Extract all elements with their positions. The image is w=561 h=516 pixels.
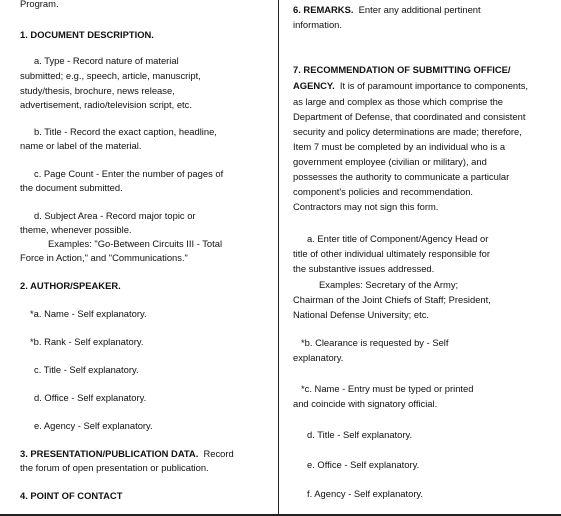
program-text: Program. <box>20 0 59 9</box>
section-7-line2 <box>293 78 528 93</box>
item-7f: f. Agency - Self explanatory. <box>307 488 424 499</box>
section-7-body-1: as large and complex as those which comprise the <box>293 96 504 107</box>
section-6-heading-bold: 6. REMARKS. <box>293 4 354 15</box>
section-6-heading <box>293 2 481 17</box>
item-7a-line2: title of other individual ultimately responsible for <box>293 248 490 259</box>
item-1d-line1: d. Subject Area - Record major topic or <box>34 210 196 221</box>
section-7-body-4: Item 7 must be completed by an individual who is a <box>293 141 506 152</box>
item-7c-line1: *c. Name - Entry must be typed or printed <box>301 383 474 394</box>
item-7a-line6: National Defense University; etc. <box>293 309 429 320</box>
section-7-body-5: government employee (civilian or military), and <box>293 156 487 167</box>
item-1a-line1: a. Type - Record nature of material <box>34 55 179 66</box>
section-7-body-8: Contractors may not sign this form. <box>293 201 439 212</box>
item-7c-line2: and coincide with signatory official. <box>293 398 438 409</box>
item-1a-line4: advertisement, radio/television script, etc. <box>20 99 192 110</box>
author-title-item: c. Title - Self explanatory. <box>34 364 139 375</box>
item-1c-line1: c. Page Count - Enter the number of pages of <box>34 168 224 179</box>
item-1a-line3: study/thesis, brochure, news release, <box>20 85 175 96</box>
section-2-heading: 2. AUTHOR/SPEAKER. <box>20 280 121 291</box>
author-name-item: *a. Name - Self explanatory. <box>30 308 147 319</box>
right-column <box>279 0 561 516</box>
section-3-heading-rest: Record <box>203 448 234 459</box>
section-3-heading <box>20 446 234 461</box>
author-agency-item: e. Agency - Self explanatory. <box>34 420 153 431</box>
item-1c-line2: the document submitted. <box>20 182 123 193</box>
item-7b-line1: *b. Clearance is requested by - Self <box>301 337 449 348</box>
item-7a-examples: Examples: Secretary of the Army; <box>319 279 459 290</box>
section-6-heading-rest: Enter any additional pertinent <box>358 4 481 15</box>
section-7-body-2: Department of Defense, that coordinated and consistent <box>293 111 526 122</box>
item-1b-line2: name or label of the material. <box>20 140 142 151</box>
section-3-heading-bold: 3. PRESENTATION/PUBLICATION DATA. <box>20 448 199 459</box>
section-4-heading: 4. POINT OF CONTACT <box>20 490 123 501</box>
section-7-agency-bold: AGENCY. <box>293 80 335 91</box>
item-7a-line1: a. Enter title of Component/Agency Head or <box>307 233 489 244</box>
section-6-line2: information. <box>293 19 342 30</box>
item-7a-line5: Chairman of the Joint Chiefs of Staff; President, <box>293 294 491 305</box>
section-3-line2: the forum of open presentation or publication. <box>20 462 209 473</box>
section-7-line2-rest: It is of paramount importance to components, <box>339 80 529 91</box>
section-7-body-6: possesses the authority to communicate a particular <box>293 171 510 182</box>
item-7b-line2: explanatory. <box>293 352 344 363</box>
item-1d-line4: Force in Action," and "Communications." <box>20 252 188 263</box>
item-1b-line1: b. Title - Record the exact caption, headline, <box>34 126 217 137</box>
item-1a-line2: submitted; e.g., speech, article, manuscript, <box>20 70 201 81</box>
section-1-heading: 1. DOCUMENT DESCRIPTION. <box>20 29 154 40</box>
section-7-body-3: security and policy determinations are made; therefore, <box>293 126 522 137</box>
author-rank-item: *b. Rank - Self explanatory. <box>30 336 144 347</box>
item-1d-examples: Examples: "Go-Between Circuits III - Total <box>48 238 223 249</box>
item-1d-line2: theme, whenever possible. <box>20 224 132 235</box>
left-column <box>0 0 279 516</box>
item-7e: e. Office - Self explanatory. <box>307 459 420 470</box>
item-7a-line3: the substantive issues addressed. <box>293 263 435 274</box>
author-office-item: d. Office - Self explanatory. <box>34 392 147 403</box>
section-7-heading: 7. RECOMMENDATION OF SUBMITTING OFFICE/ <box>293 64 511 75</box>
item-7d: d. Title - Self explanatory. <box>307 429 413 440</box>
section-7-body-7: component's policies and recommendation. <box>293 186 474 197</box>
